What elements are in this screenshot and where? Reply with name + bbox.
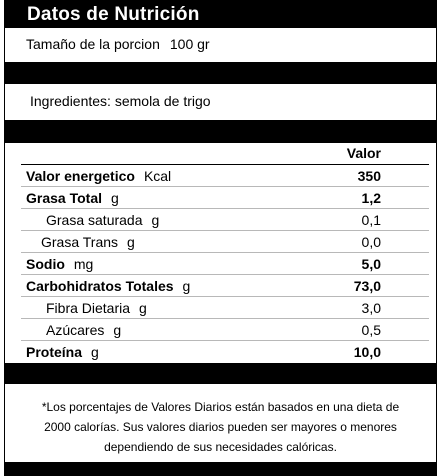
nutrient-name: Fibra Dietaria: [46, 300, 131, 316]
column-header-valor: Valor: [346, 145, 381, 161]
divider-bar: [4, 62, 437, 84]
nutrient-label: [26, 168, 171, 184]
nutrient-value: 0,0: [361, 234, 381, 250]
serving-size-label: Tamaño de la porcion: [26, 36, 160, 52]
nutrient-name: Azúcares: [46, 322, 105, 338]
divider-bar: [4, 462, 437, 476]
nutrient-label: [26, 278, 190, 294]
nutrient-value: 350: [357, 168, 381, 184]
nutrition-facts-label: [4, 0, 437, 476]
divider-bar: [4, 121, 437, 143]
nutrient-label: [26, 344, 99, 360]
nutrient-value: 1,2: [361, 190, 381, 206]
title-bar: [4, 0, 437, 28]
table-row: [21, 252, 429, 275]
nutrient-value: 5,0: [361, 256, 381, 272]
nutrient-label: [26, 190, 119, 206]
nutrient-value: 3,0: [361, 300, 381, 316]
footnote-line: 2000 calorías. Sus valores diarios pueden ser mayores o menores: [44, 420, 397, 434]
nutrient-unit: g: [139, 300, 147, 316]
table-row: [21, 230, 429, 253]
serving-size-value: 100 gr: [169, 36, 210, 52]
nutrient-name: Grasa Trans: [41, 234, 119, 250]
table-row: [21, 164, 429, 187]
footnote-line: *Los porcentajes de Valores Diarios están basados en una dieta de: [41, 400, 400, 414]
nutrient-name: Sodio: [26, 256, 65, 272]
nutrient-name: Carbohidratos Totales: [26, 278, 174, 294]
nutrient-unit: mg: [73, 256, 94, 272]
nutrient-unit: g: [113, 322, 122, 338]
table-row: [21, 186, 429, 209]
nutrient-unit: Kcal: [143, 168, 172, 184]
nutrient-label: [46, 322, 121, 338]
footnote-text: [5, 397, 436, 457]
table-row: [21, 318, 429, 341]
nutrient-unit: g: [127, 234, 135, 250]
nutrient-value: 0,5: [361, 322, 381, 338]
nutrient-unit: g: [91, 344, 99, 360]
nutrient-label: [41, 234, 135, 250]
nutrients-table: [4, 143, 437, 364]
nutrient-name: Valor energetico: [26, 168, 135, 184]
nutrient-label: [26, 256, 93, 272]
table-row: [21, 208, 429, 231]
serving-size-line: [26, 36, 210, 52]
nutrient-unit: g: [182, 278, 191, 294]
nutrient-value: 0,1: [361, 212, 381, 228]
ingredients-section: [4, 84, 437, 121]
nutrient-name: Proteína: [26, 344, 83, 360]
table-row: [21, 340, 429, 363]
nutrient-label: [46, 212, 159, 228]
nutrient-name: Grasa saturada: [46, 212, 143, 228]
table-row: [21, 274, 429, 297]
label-title: Datos de Nutrición: [27, 4, 200, 25]
nutrient-unit: g: [111, 190, 119, 206]
nutrient-label: [46, 300, 147, 316]
ingredients-text: Ingredientes: semola de trigo: [30, 93, 211, 109]
nutrient-unit: g: [151, 212, 160, 228]
nutrient-name: Grasa Total: [26, 190, 102, 206]
divider-bar: [4, 364, 437, 384]
nutrient-value: 73,0: [353, 278, 381, 294]
serving-size-section: [4, 28, 437, 63]
table-row: [21, 296, 429, 319]
footnote-section: [4, 384, 437, 463]
footnote-line: dependiendo de sus necesidades calóricas.: [104, 440, 337, 454]
nutrient-value: 10,0: [353, 344, 381, 360]
